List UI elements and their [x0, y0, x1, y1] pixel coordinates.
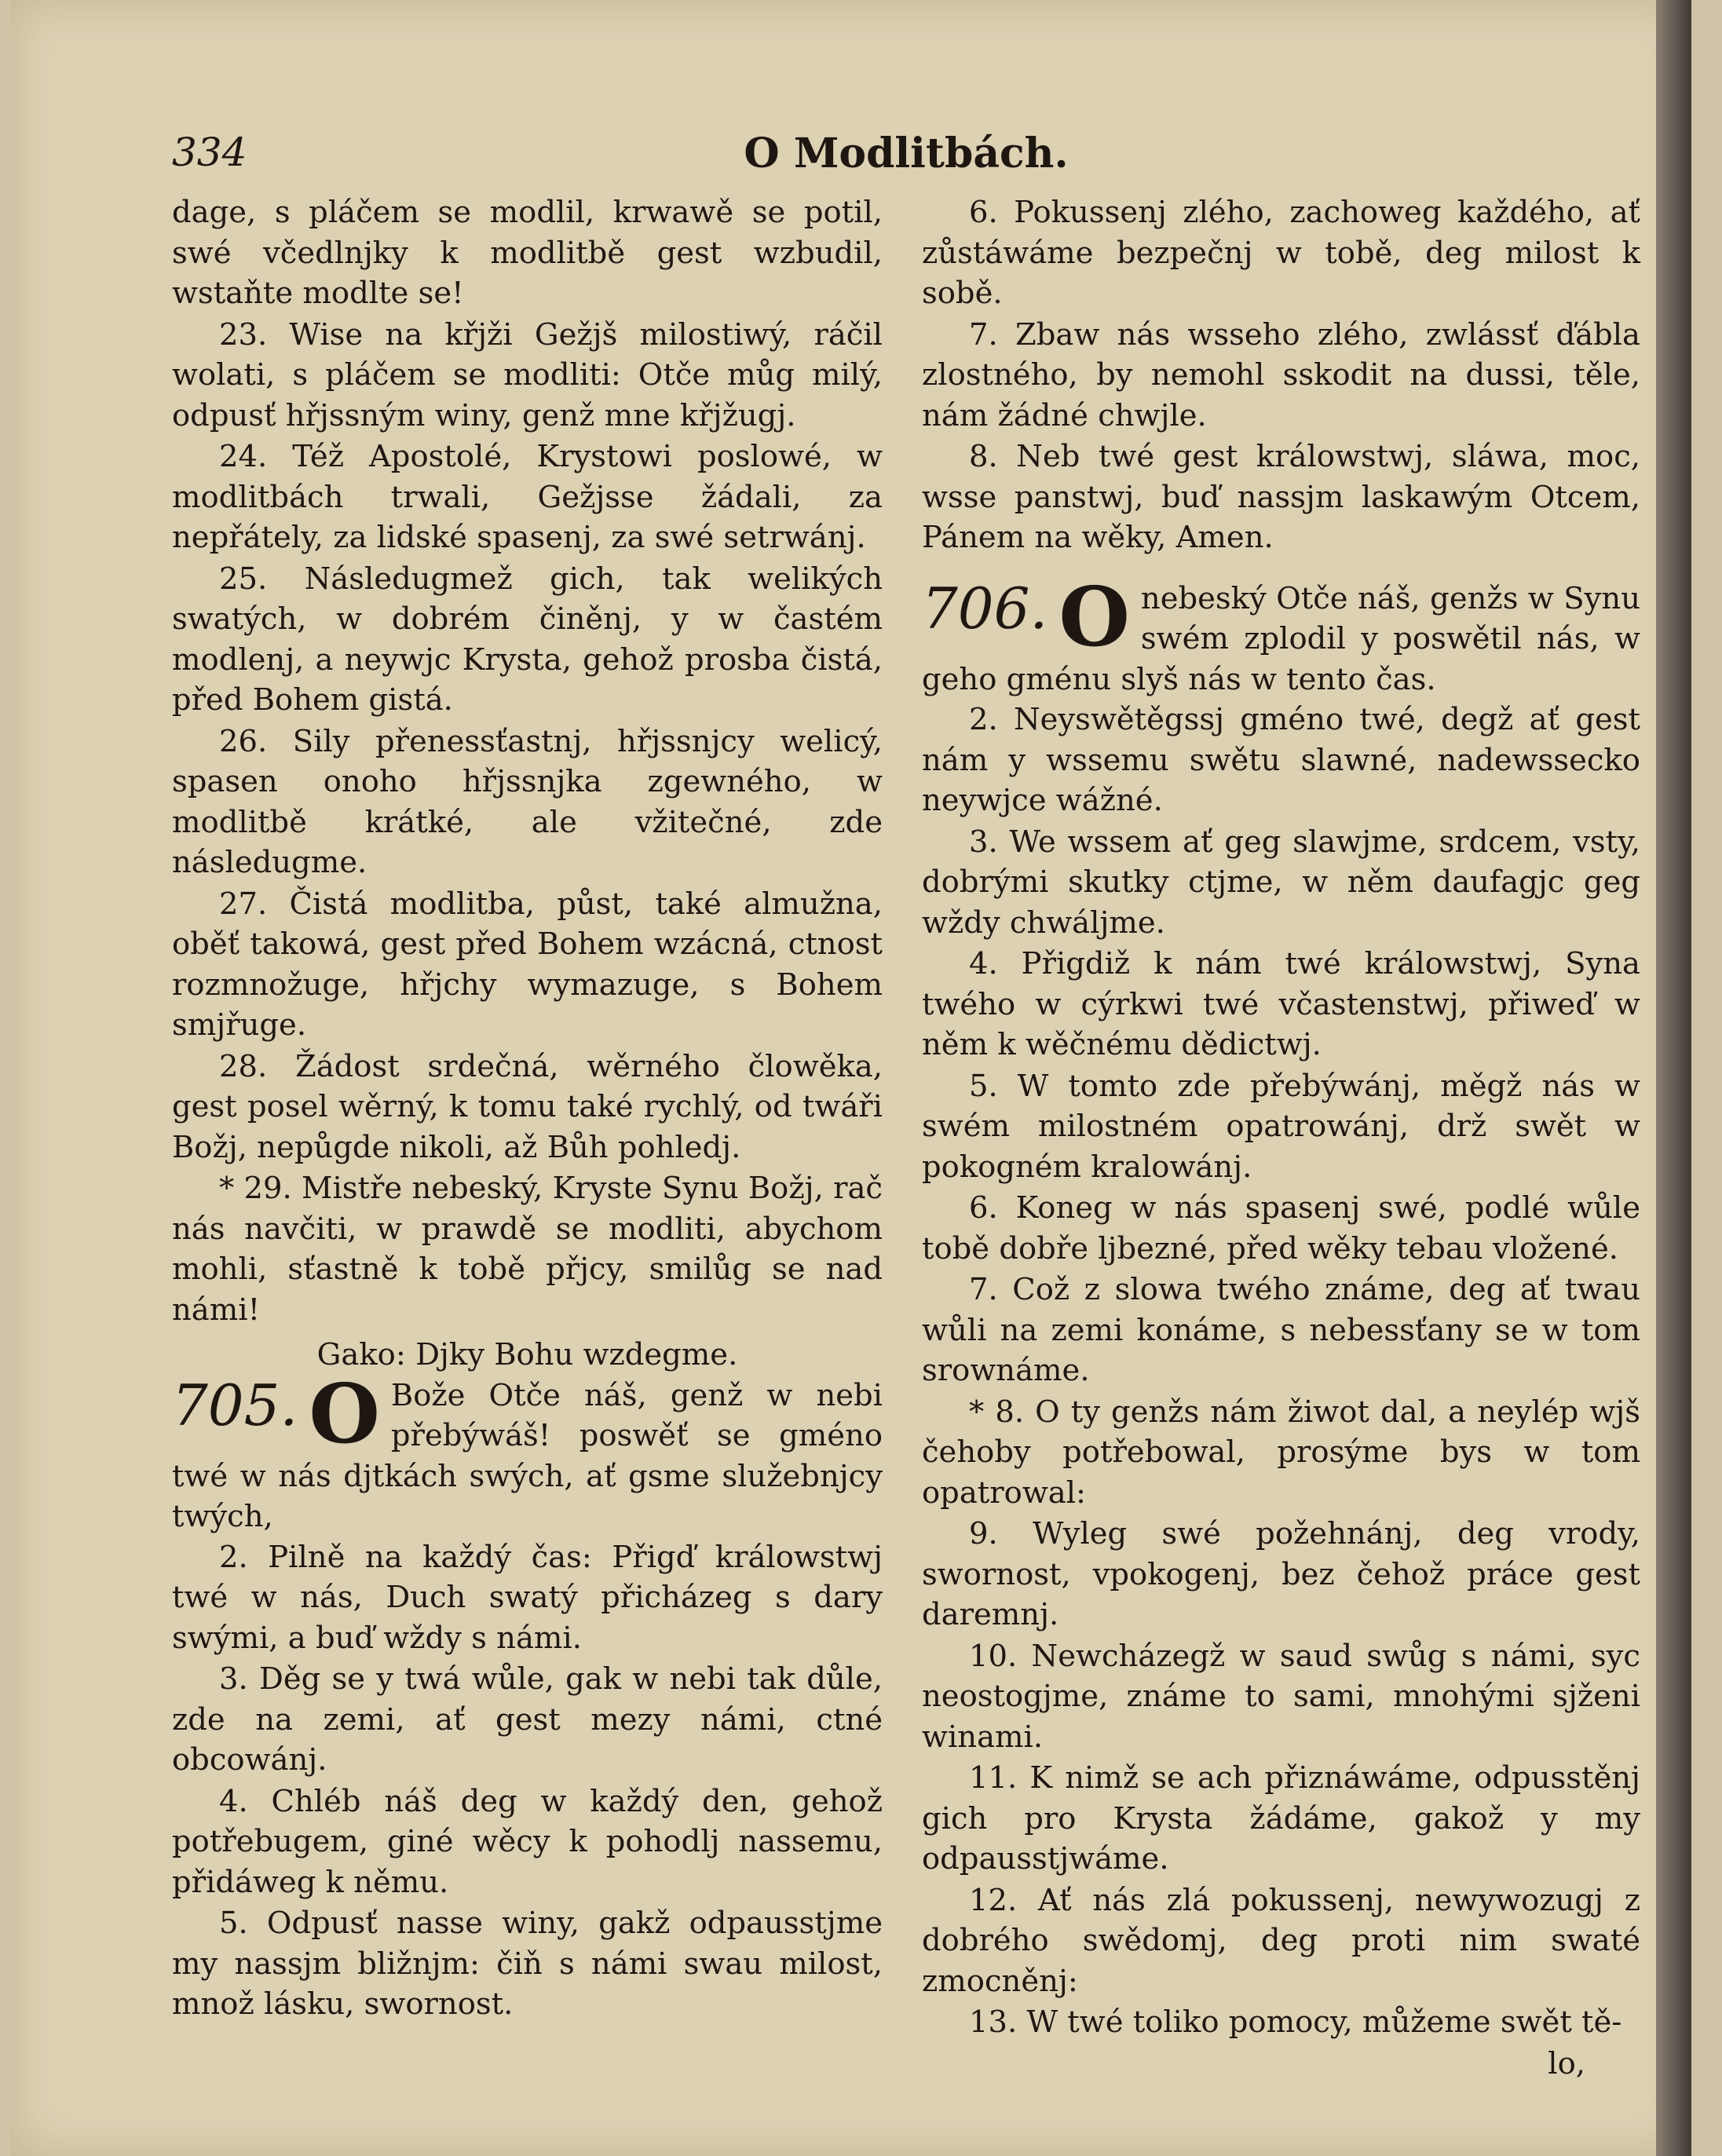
verse: 7. Zbaw nás wsseho zlého, zwlássť ďábla zlostného, by nemohl sskodit na dussi, těle, nám žádné chwjle. [922, 316, 1640, 433]
hymn-706 [922, 568, 1640, 700]
verse-27: 27. Čistá modlitba, půst, také almužna, oběť takowá, gest před Bohem wzácná, ctnost rozmnožuge, hřjchy wymazuge, s Bohem smjřuge. [172, 886, 883, 1043]
verse: 2. Neyswětěgssj gméno twé, degž ať gest nám y wssemu swětu slawné, nadewssecko neywjce wážné. [922, 702, 1640, 818]
hymn-first-verse: Bože Otče náš, genž w nebi přebýwáš! poswěť se gméno twé w nás djtkách swých, ať gsme služebnjcy twých, [172, 1377, 883, 1534]
verse-24: 24. Též Apostolé, Krystowi poslowé, w modlitbách trwali, Gežjsse žádali, za nepřátely, za lidské spasenj, za swé setrwánj. [172, 439, 883, 555]
verse: 12. Ať nás zlá pokussenj, newywozugj z dobrého swědomj, deg proti nim swaté zmocněnj: [922, 1882, 1640, 1999]
verse: 4. Chléb náš deg w každý den, gehož potřebugem, giné wěcy k pohodlj nassemu, přidáweg k němu. [172, 1783, 883, 1900]
verse: 10. Newcházegž w saud swůg s námi, syc neostogjme, známe to sami, mnohými sjženi winami. [922, 1638, 1640, 1755]
page-number: 334 [172, 130, 247, 175]
verse: 3. We wssem ať geg slawjme, srdcem, vsty, dobrými skutky ctjme, w něm daufagjc geg wždy chwáljme. [922, 824, 1640, 941]
hymn-number: 706. [922, 575, 1048, 641]
hymn-number: 705. [172, 1372, 298, 1438]
drop-cap: O [309, 1365, 380, 1462]
verse-23: 23. Wise na křjži Gežjš milostiwý, ráčil wolati, s pláčem se modliti: Otče můg milý, odpusť hřjssným winy, genž mne křjžugj. [172, 316, 883, 433]
verse-29: * 29. Mistře nebeský, Kryste Synu Božj, rač nás navčiti, w prawdě se modliti, abychom mohli, sťastně k tobě přjcy, smilůg se nad námi! [172, 1171, 883, 1328]
verse: * 8. O ty genžs nám žiwot dal, a neylép wjš čehoby potřebowal, prosýme bys w tom opatrowal: [922, 1394, 1640, 1511]
verse: 3. Děg se y twá wůle, gak w nebi tak důle, zde na zemi, ať gest mezy námi, ctné obcowánj. [172, 1661, 883, 1778]
paragraph: dage, s pláčem se modlil, krwawě se potil, swé včedlnjky k modlitbě gest wzbudil, wstaňte modlte se! [172, 195, 883, 311]
verse-25: 25. Následugmež gich, tak welikých swatých, w dobrém činěnj, y w častém modlenj, a neywjc Krysta, gehož prosba čistá, před Bohem gistá. [172, 561, 883, 718]
verse: 4. Přigdiž k nám twé králowstwj, Syna twého w cýrkwi twé včastenstwj, přiweď w něm k wěčnému dědictwj. [922, 946, 1640, 1062]
right-column [922, 192, 1640, 2085]
left-column [172, 192, 883, 2026]
hymn-705 [172, 1365, 883, 1537]
page-gutter [1656, 0, 1691, 2156]
verse: 11. K nimž se ach přiznáwáme, odpusstěnj gich pro Krysta žádáme, gakož y my odpausstjwáme. [922, 1760, 1640, 1876]
hymn-first-verse: nebeský Otče náš, genžs w Synu swém zplodil y poswětil nás, w geho gménu slyš nás w tento čas. [922, 580, 1640, 697]
book-page [11, 0, 1691, 2156]
verse: 6. Pokussenj zlého, zachoweg každého, ať zůstáwáme bezpečnj w tobě, deg milost k sobě. [922, 195, 1640, 311]
verse-26: 26. Sily přenessťastnj, hřjssnjcy welicý, spasen onoho hřjssnjka zgewného, w modlitbě krátké, ale vžitečné, zde následugme. [172, 723, 883, 880]
verse: 9. Wyleg swé požehnánj, deg vrody, swornost, vpokogenj, bez čehož práce gest daremnj. [922, 1516, 1640, 1632]
catchword-line: lo, [1548, 2045, 1585, 2081]
verse: 2. Pilně na každý čas: Přigď králowstwj twé w nás, Duch swatý přicházeg s dary swými, a buď wždy s námi. [172, 1539, 883, 1656]
verse: 8. Neb twé gest králowstwj, sláwa, moc, wsse panstwj, buď nassjm laskawým Otcem, Pánem na wěky, Amen. [922, 439, 1640, 555]
drop-cap: O [1058, 568, 1130, 665]
running-title: O Modlitbách. [744, 130, 1069, 177]
verse: 6. Koneg w nás spasenj swé, podlé wůle tobě dobře ljbezné, před wěky tebau vložené. [922, 1190, 1640, 1266]
verse: 5. W tomto zde přebýwánj, měgž nás w swém milostném opatrowánj, drž swět w pokogném kralowánj. [922, 1068, 1640, 1185]
verse: 13. W twé toliko pomocy, můžeme swět tě- [969, 2004, 1622, 2040]
verse: 7. Což z slowa twého známe, deg ať twau wůli na zemi konáme, s nebessťany se w tom srownáme. [922, 1272, 1640, 1388]
verse: 5. Odpusť nasse winy, gakž odpausstjme my nassjm bližnjm: čiň s námi swau milost, množ lásku, swornost. [172, 1906, 883, 2022]
verse-28: 28. Žádost srdečná, wěrného člowěka, gest posel wěrný, k tomu také rychlý, od twáři Božj, nepůgde nikoli, až Bůh pohledj. [172, 1048, 883, 1165]
tune-caption: Gako: Djky Bohu wzdegme. [316, 1337, 738, 1372]
page-header [172, 130, 1640, 192]
